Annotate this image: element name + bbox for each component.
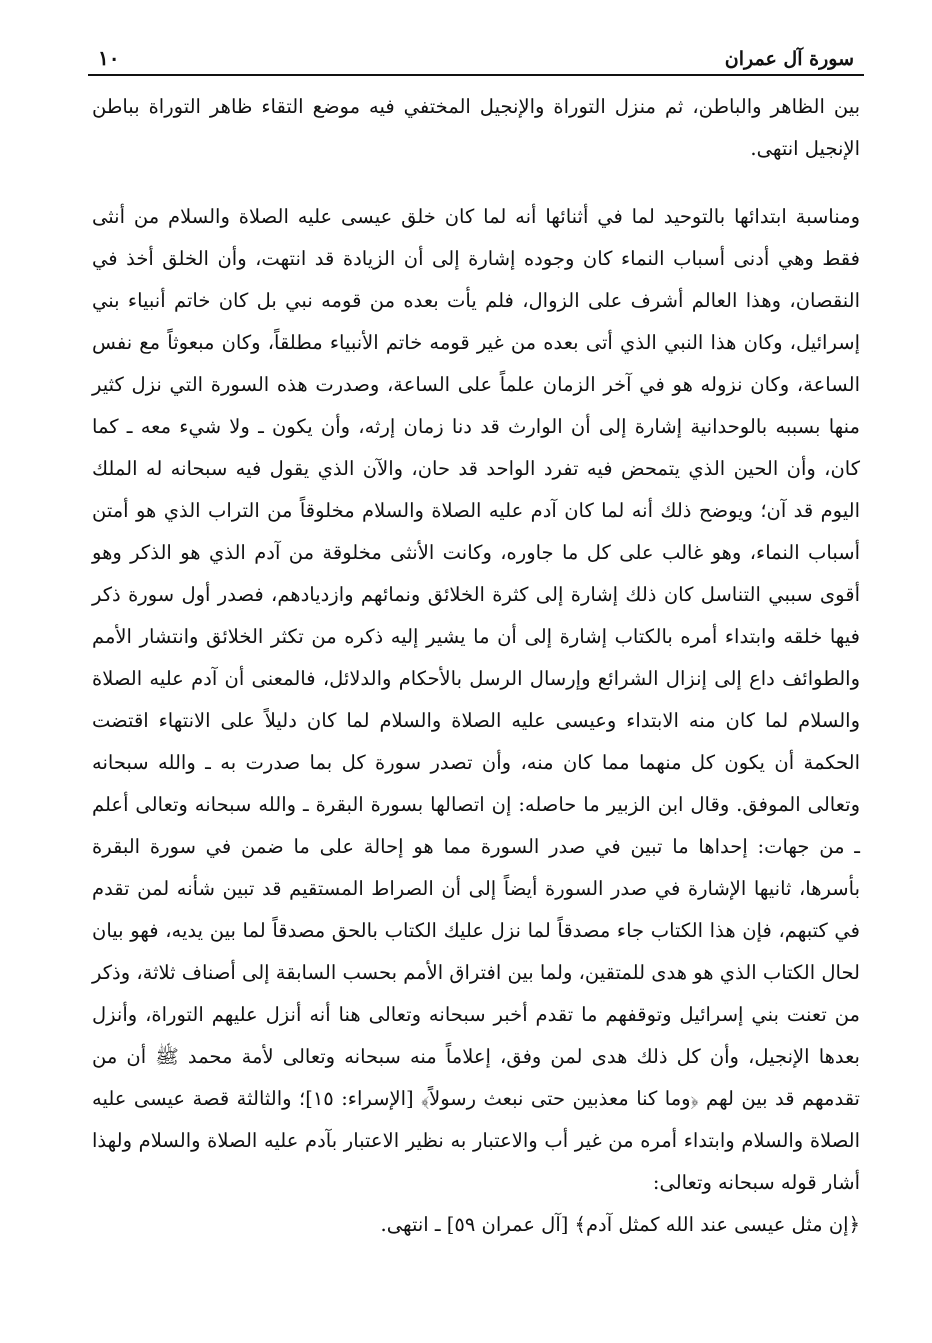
- surah-title: سورة آل عمران: [724, 48, 854, 70]
- running-head: [88, 40, 864, 70]
- page-number: ١٠: [98, 46, 120, 70]
- paragraph-intro: بين الظاهر والباطن، ثم منزل التوراة والإنجيل المختفي فيه موضع التقاء ظاهر التوراة بباطن الإنجيل انتهى.: [92, 95, 860, 160]
- book-page: [88, 40, 864, 1246]
- paragraph-main: ومناسبة ابتدائها بالتوحيد لما في أثنائها أنه لما كان خلق عيسى عليه الصلاة والسلام من أنثى فقط وهي أدنى أسباب النماء كان وجوده إشارة إلى أن الزيادة قد انتهت، وأن الخلق أخذ في النقصان، وهذا العالم أشرف على الزوال، فلم يأت بعده من قومه نبي بل كان خاتم أنبياء بني إسرائيل، وكان هذا النبي الذي أتى بعده من غير قومه خاتم الأنبياء مطلقاً، وكان مبعوثاً مع نفس الساعة، وكان نزوله هو في آخر الزمان علماً على الساعة، وصدرت هذه السورة التي نزل كثير منها بسببه بالوحدانية إشارة إلى أن الوارث قد دنا زمان إرثه، وأن يكون ـ ولا شيء معه ـ كما كان، وأن الحين الذي يتمحض فيه تفرد الواحد قد حان، والآن الذي يقول فيه سبحانه له الملك اليوم قد آن؛ ويوضح ذلك أنه لما كان آدم عليه الصلاة والسلام مخلوقاً من التراب الذي هو أمتن أسباب النماء، وهو غالب على كل ما جاوره، وكانت الأنثى مخلوقة من آدم الذي هو الذكر وهو أقوى سببي التناسل كان ذلك إشارة إلى كثرة الخلائق ونمائهم وازديادهم، فصدر أول سورة ذكر فيها خلقه وابتداء أمره بالكتاب إشارة إلى أن ما يشير إليه ذكره من تكثر الخلائق وانتشار الأمم والطوائف داع إلى إنزال الشرائع وإرسال الرسل بالأحكام والدلائل، فالمعنى أن آدم عليه الصلاة والسلام لما كان منه الابتداء وعيسى عليه الصلاة والسلام لما كان دليلاً على الانتهاء اقتضت الحكمة أن يكون كل منهما مما كان منه، وأن تصدر سورة كل بما صدرت به ـ والله سبحانه وتعالى الموفق. وقال ابن الزبير ما حاصله: إن اتصالها بسورة البقرة ـ والله سبحانه وتعالى أعلم ـ من جهات: إحداها ما تبين في صدر السورة مما هو إحالة على ما ضمن في سورة البقرة بأسرها، ثانيها الإشارة في صدر السورة أيضاً إلى أن الصراط المستقيم قد تبين شأنه لمن تقدم في كتبهم، فإن هذا الكتاب جاء مصدقاً لما نزل عليك الكتاب بالحق مصدقاً لما بين يديه، فهو بيان لحال الكتاب الذي هو هدى للمتقين، ولما بين افتراق الأمم بحسب السابقة إلى أصناف ثلاثة، وذكر من تعنت بني إسرائيل وتوقفهم ما تقدم أخبر سبحانه وتعالى هنا أنه أنزل عليهم التوراة، وأنزل بعدها الإنجيل، وأن كل ذلك هدى لمن وفق، إعلاماً منه سبحانه وتعالى لأمة محمد ﷺ أن من تقدمهم قد بين لهم ﴿وما كنا معذبين حتى نبعث رسولاً﴾ [الإسراء: ١٥]؛ والثالثة قصة عيسى عليه الصلاة والسلام وابتداء أمره من غير أب والاعتبار به نظير الاعتبار بآدم عليه الصلاة والسلام ولهذا أشار قوله سبحانه وتعالى:: [92, 205, 860, 1194]
- paragraph-quran-quote: ﴿إن مثل عيسى عند الله كمثل آدم﴾ [آل عمران ٥٩] ـ انتهى.: [380, 1213, 860, 1236]
- header-rule: [88, 74, 864, 76]
